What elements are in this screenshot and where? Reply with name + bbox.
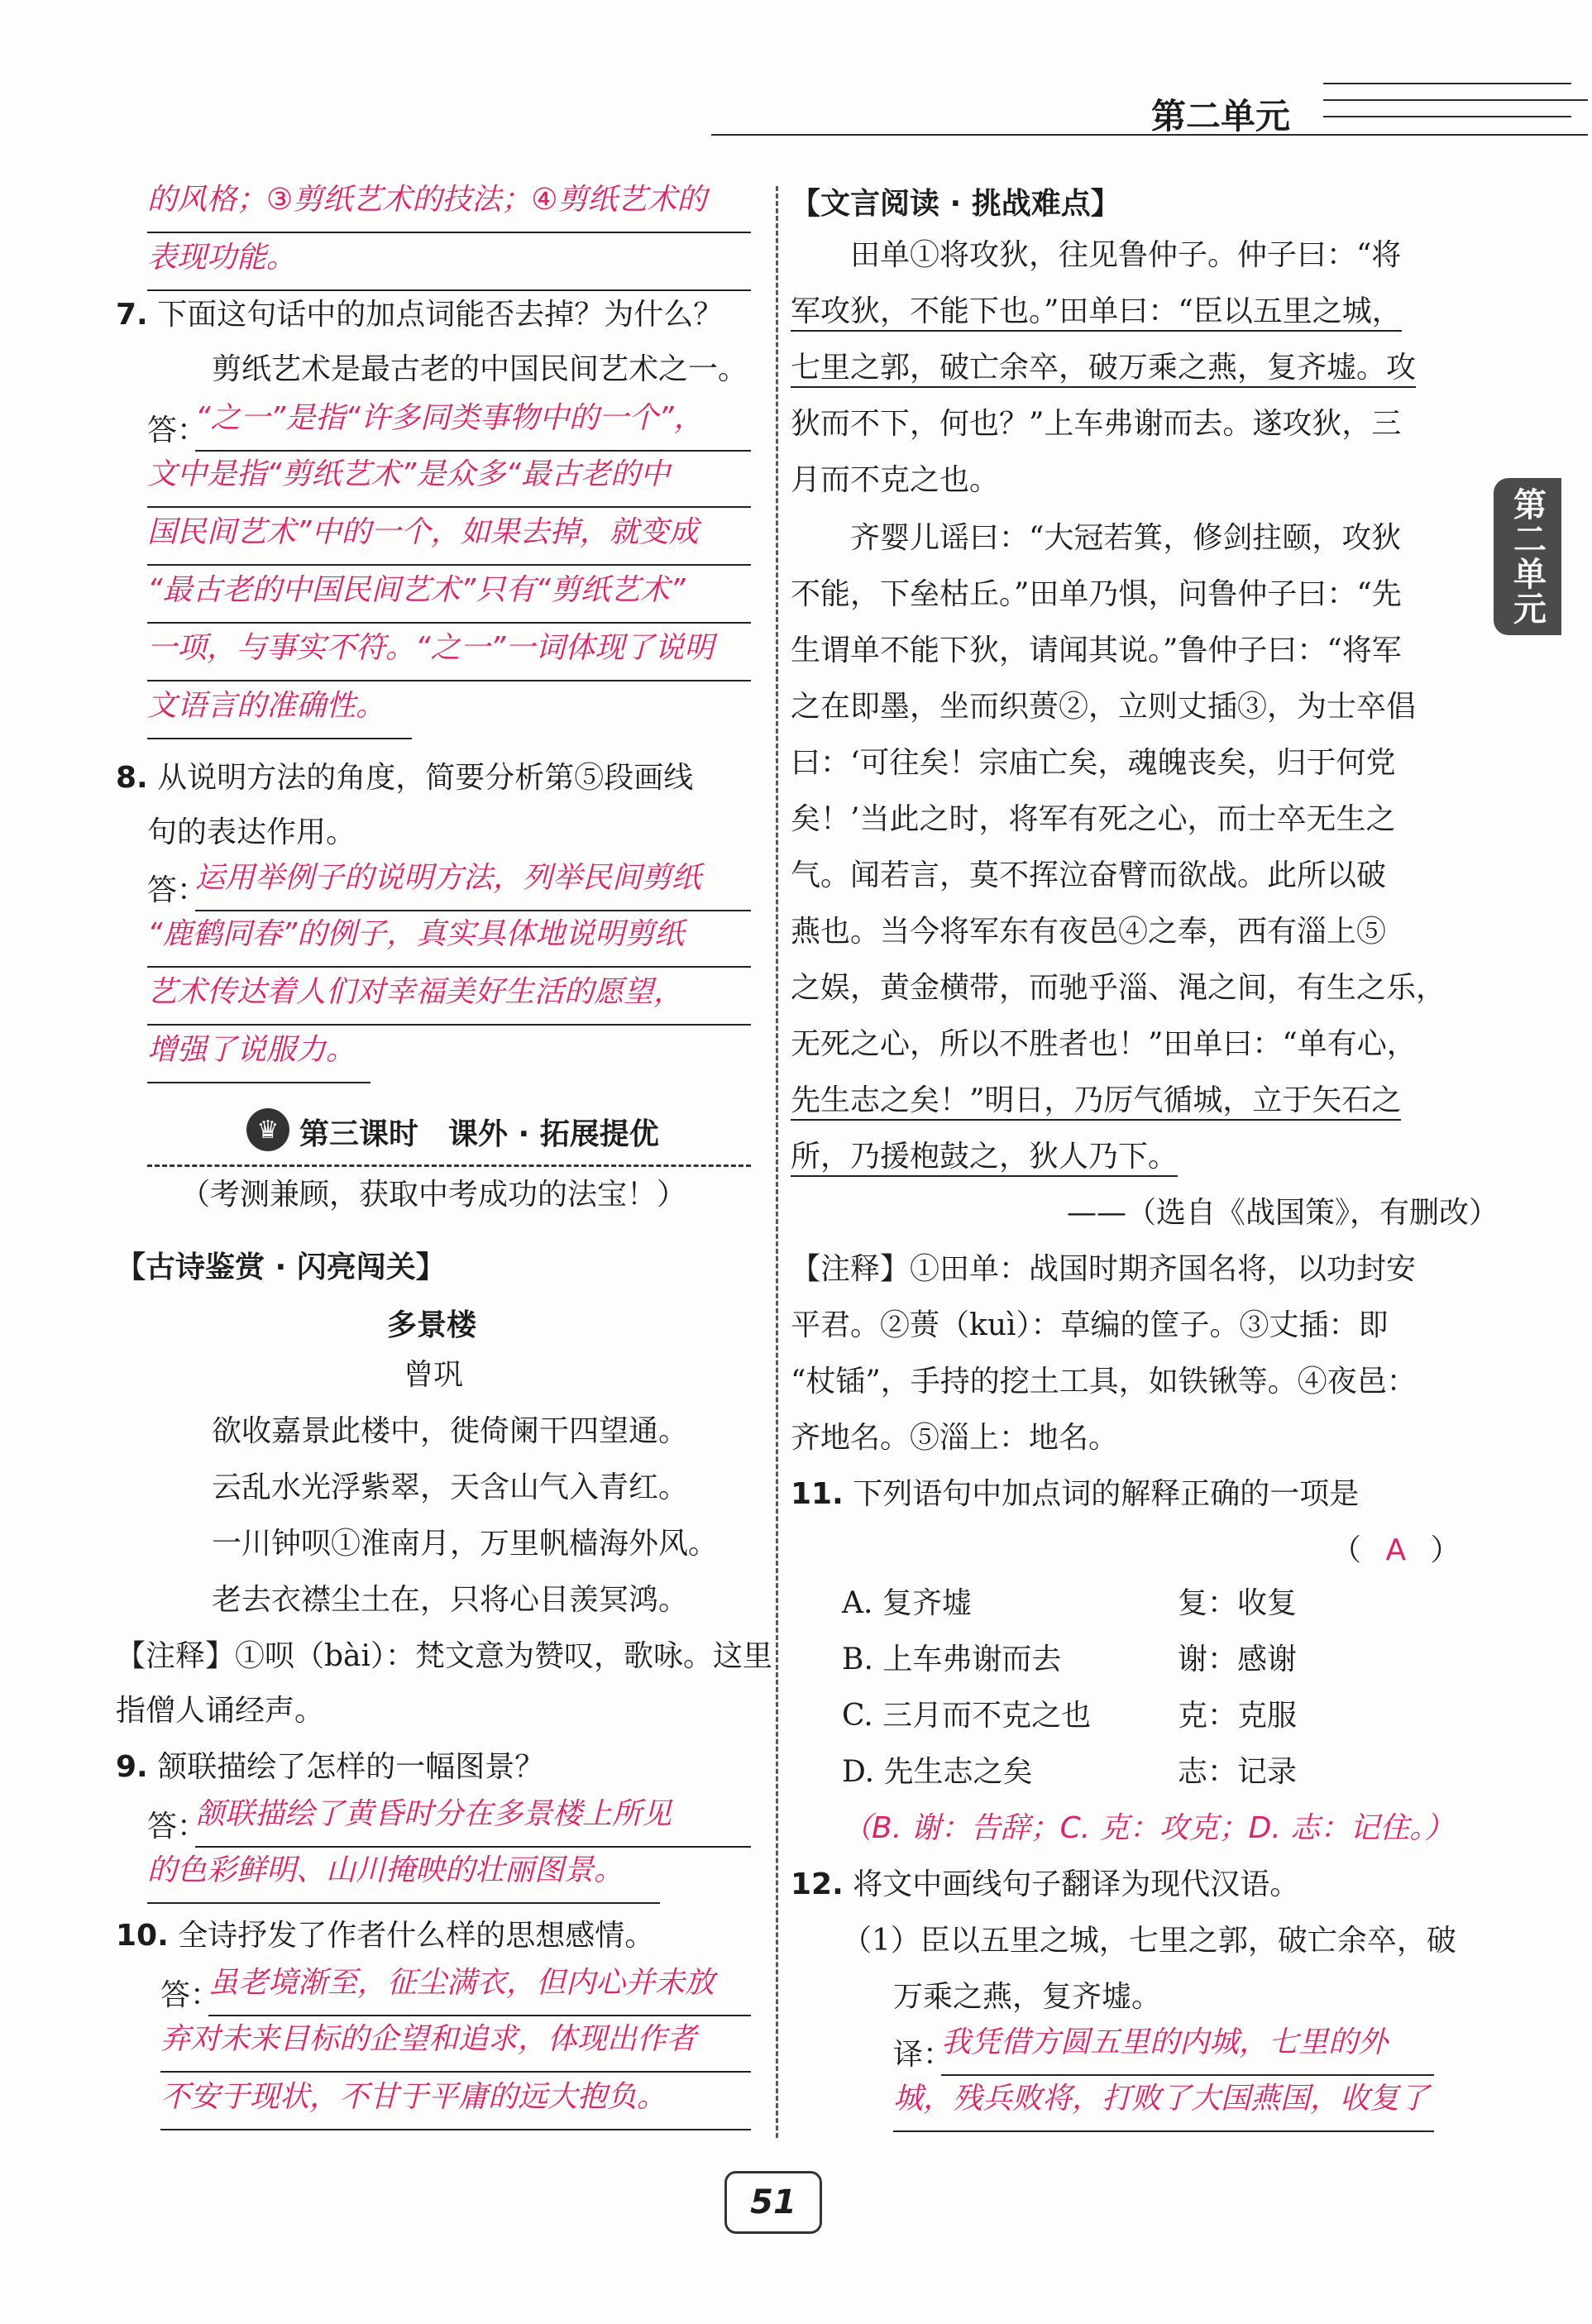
- passage-line: 田单①将攻狄，往见鲁仲子。仲子曰：“将: [791, 238, 1402, 272]
- passage-line: 齐婴儿谣曰：“大冠若箕，修剑拄颐，攻狄: [791, 521, 1402, 555]
- option-a-gloss: 复：收复: [1178, 1586, 1298, 1620]
- passage-note: 【注释】①田单：战国时期齐国名将，以功封安: [791, 1252, 1417, 1286]
- passage-line: 气。闻若言，莫不挥泣奋臂而欲战。此所以破: [791, 858, 1387, 892]
- passage-line: 军攻狄，不能下也。”田单曰：“臣以五里之城，: [791, 293, 1402, 331]
- section-title: 第三课时 课外 · 拓展提优: [299, 1117, 659, 1151]
- header-rule-top: [1323, 83, 1571, 84]
- question-text: 全诗抒发了作者什么样的思想感情。: [178, 1919, 655, 1953]
- question-7-answer: [195, 394, 751, 452]
- answer-line: 的风格；③剪纸艺术的技法；④剪纸艺术的: [147, 175, 751, 233]
- option-b: B. 上车弗谢而去: [842, 1643, 1062, 1676]
- passage-line: 所，乃援枹鼓之，狄人乃下。: [791, 1138, 1178, 1176]
- question-text: 下列语句中加点词的解释正确的一项是: [853, 1477, 1360, 1511]
- answer-label: 答：: [147, 414, 208, 447]
- answer-line: 运用举例子的说明方法，列举民间剪纸: [195, 854, 751, 911]
- question-number: 8.: [116, 761, 148, 795]
- question-9-answer-cont: [147, 1846, 660, 1904]
- poem-line: 欲收嘉景此楼中，徙倚阑干四望通。: [212, 1414, 689, 1448]
- answer-line: 的色彩鲜明、山川掩映的壮丽图景。: [147, 1846, 660, 1904]
- answer-continued: [147, 175, 751, 291]
- unit-title: 第二单元: [1151, 96, 1291, 136]
- passage-line: 七里之郭，破亡余卒，破万乘之燕，复齐墟。攻: [791, 349, 1416, 387]
- question-12-sub1: （1）臣以五里之城，七里之郭，破亡余卒，破: [842, 1924, 1456, 1958]
- passage-note: 齐地名。⑤淄上：地名。: [791, 1421, 1119, 1455]
- question-7-quote: 剪纸艺术是最古老的中国民间艺术之一。: [212, 352, 748, 386]
- poem-author: 曾巩: [404, 1358, 464, 1392]
- answer-line: 国民间艺术”中的一个，如果去掉，就变成: [147, 508, 751, 566]
- passage-line: 月而不克之也。: [791, 463, 1000, 497]
- section-subtitle: （考测兼顾，获取中考成功的法宝！）: [180, 1178, 687, 1212]
- passage-line: 不能，下垒枯丘。”田单乃惧，问鲁仲子曰：“先: [791, 577, 1402, 611]
- answer-line: 我凭借方圆五里的内城，七里的外: [941, 2018, 1434, 2076]
- option-b-gloss: 谢：感谢: [1178, 1643, 1298, 1676]
- page-number: 51: [724, 2171, 822, 2234]
- passage-note: “杖锸”，手持的挖土工具，如铁锹等。④夜邑：: [791, 1365, 1417, 1399]
- option-c: C. 三月而不克之也: [842, 1699, 1092, 1733]
- question-11: [791, 1475, 1359, 1513]
- answer-line: “鹿鹤同春”的例子，真实具体地说明剪纸: [147, 910, 751, 968]
- passage-note: 平君。②蒉（kuì）：草编的筐子。③丈插：即: [791, 1308, 1389, 1342]
- answer-line: 不安于现状，不甘于平庸的远大抱负。: [160, 2073, 751, 2130]
- answer-line: “最古老的中国民间艺术”只有“剪纸艺术”: [147, 566, 751, 624]
- translation-label: 译：: [893, 2038, 954, 2072]
- answer-label: 答：: [147, 873, 208, 907]
- answer-line: 弃对未来目标的企望和追求，体现出作者: [160, 2015, 751, 2073]
- question-10: [116, 1917, 654, 1955]
- question-8: [116, 759, 693, 797]
- question-10-answer-cont: [160, 2015, 751, 2130]
- answer-line: 增强了说服力。: [147, 1026, 371, 1083]
- header-rule: [711, 134, 1588, 136]
- passage-line: 先生志之矣！”明日，乃厉气循城，立于矢石之: [791, 1082, 1401, 1120]
- question-number: 10.: [116, 1919, 169, 1953]
- question-text: 从说明方法的角度，简要分析第⑤段画线: [157, 761, 694, 795]
- question-9: [116, 1748, 544, 1786]
- question-number: 7.: [116, 298, 148, 332]
- passage-line: 之娱，黄金横带，而驰乎淄、渑之间，有生之乐，: [791, 971, 1446, 1005]
- answer-line: 虽老境渐至，征尘满衣，但内心并未放: [208, 1958, 751, 2016]
- question-9-answer: [195, 1790, 751, 1848]
- passage-line: 狄而不下，何也？”上车弗谢而去。遂攻狄，三: [791, 407, 1402, 441]
- poem-line: 云乱水光浮紫翠，天含山气入青红。: [212, 1470, 689, 1504]
- answer-line: “之一”是指“许多同类事物中的一个”，: [195, 394, 751, 452]
- column-divider: [776, 186, 778, 2138]
- question-number: 9.: [116, 1750, 148, 1784]
- option-d-gloss: 志：记录: [1178, 1755, 1298, 1789]
- poem-note: 【注释】①呗（bài）：梵文意为赞叹，歌咏。这里: [116, 1639, 773, 1673]
- question-7: [116, 296, 723, 334]
- question-text: 下面这句话中的加点词能否去掉？为什么？: [157, 298, 724, 332]
- question-8-answer-cont: [147, 910, 751, 1083]
- answer-choice: A: [1385, 1533, 1407, 1567]
- answer-line: 颔联描绘了黄昏时分在多景楼上所见: [195, 1790, 751, 1848]
- option-c-gloss: 克：克服: [1178, 1699, 1298, 1733]
- passage-line: 曰：‘可往矣！宗庙亡矣，魂魄丧矣，归于何党: [791, 746, 1396, 780]
- answer-line: 艺术传达着人们对幸福美好生活的愿望，: [147, 968, 751, 1026]
- passage-line: 生谓单不能下狄，请闻其说。”鲁仲子曰：“将军: [791, 634, 1402, 667]
- option-a: A. 复齐墟: [842, 1586, 972, 1620]
- option-d: D. 先生志之矣: [842, 1755, 1033, 1789]
- question-11-explanation: （B. 谢：告辞；C. 克：攻克；D. 志：记住。）: [842, 1811, 1455, 1845]
- poem-section-heading: 【古诗鉴赏 · 闪亮闯关】: [116, 1250, 446, 1284]
- answer-bracket: （ A ）: [1331, 1533, 1461, 1567]
- question-12-sub1-cont: 万乘之燕，复齐墟。: [893, 1980, 1162, 2014]
- answer-line: 文语言的准确性。: [147, 681, 412, 739]
- poem-line: 老去衣襟尘土在，只将心目羡冥鸿。: [212, 1583, 689, 1617]
- question-number: 11.: [791, 1477, 844, 1511]
- passage-line: 燕也。当今将军东有夜邑④之奉，西有淄上⑤: [791, 915, 1387, 949]
- passage-line: 无死之心，所以不胜者也！”田单曰：“单有心，: [791, 1027, 1417, 1061]
- answer-line: 一项，与事实不符。“之一”一词体现了说明: [147, 624, 751, 681]
- question-text: 颔联描绘了怎样的一幅图景？: [157, 1750, 545, 1784]
- header-rule-low: [1323, 116, 1571, 117]
- passage-source: ——（选自《战国策》，有删改）: [1067, 1196, 1499, 1230]
- answer-label: 答：: [147, 1810, 208, 1843]
- section-divider: [147, 1164, 751, 1167]
- question-12-answer-cont: [893, 2074, 1434, 2132]
- question-number: 12.: [791, 1867, 844, 1901]
- trophy-icon: ♛: [246, 1108, 289, 1151]
- question-8-line2: 句的表达作用。: [147, 815, 356, 849]
- passage-line: 矣！’当此之时，将军有死之心，而士卒无生之: [791, 802, 1396, 836]
- passage-line: 之在即墨，坐而织蒉②，立则丈插③，为士卒倡: [791, 690, 1417, 724]
- answer-line: 表现功能。: [147, 233, 751, 291]
- header-rule-mid: [1323, 99, 1588, 101]
- answer-line: 文中是指“剪纸艺术”是众多“最古老的中: [147, 450, 751, 508]
- question-7-answer-cont: [147, 450, 751, 739]
- poem-note: 指僧人诵经声。: [116, 1694, 325, 1728]
- answer-line: 城，残兵败将，打败了大国燕国，收复了: [893, 2074, 1434, 2132]
- answer-label: 答：: [160, 1978, 221, 2012]
- poem-title: 多景楼: [387, 1308, 477, 1342]
- poem-line: 一川钟呗①淮南月，万里帆樯海外风。: [212, 1527, 719, 1561]
- unit-side-tab: 第二单元: [1494, 478, 1561, 635]
- reading-section-heading: 【文言阅读 · 挑战难点】: [791, 187, 1121, 221]
- question-10-answer: [208, 1958, 751, 2016]
- question-12: [791, 1866, 1299, 1904]
- question-8-answer: [195, 854, 751, 911]
- question-text: 将文中画线句子翻译为现代汉语。: [853, 1867, 1300, 1901]
- question-12-answer: [941, 2018, 1434, 2076]
